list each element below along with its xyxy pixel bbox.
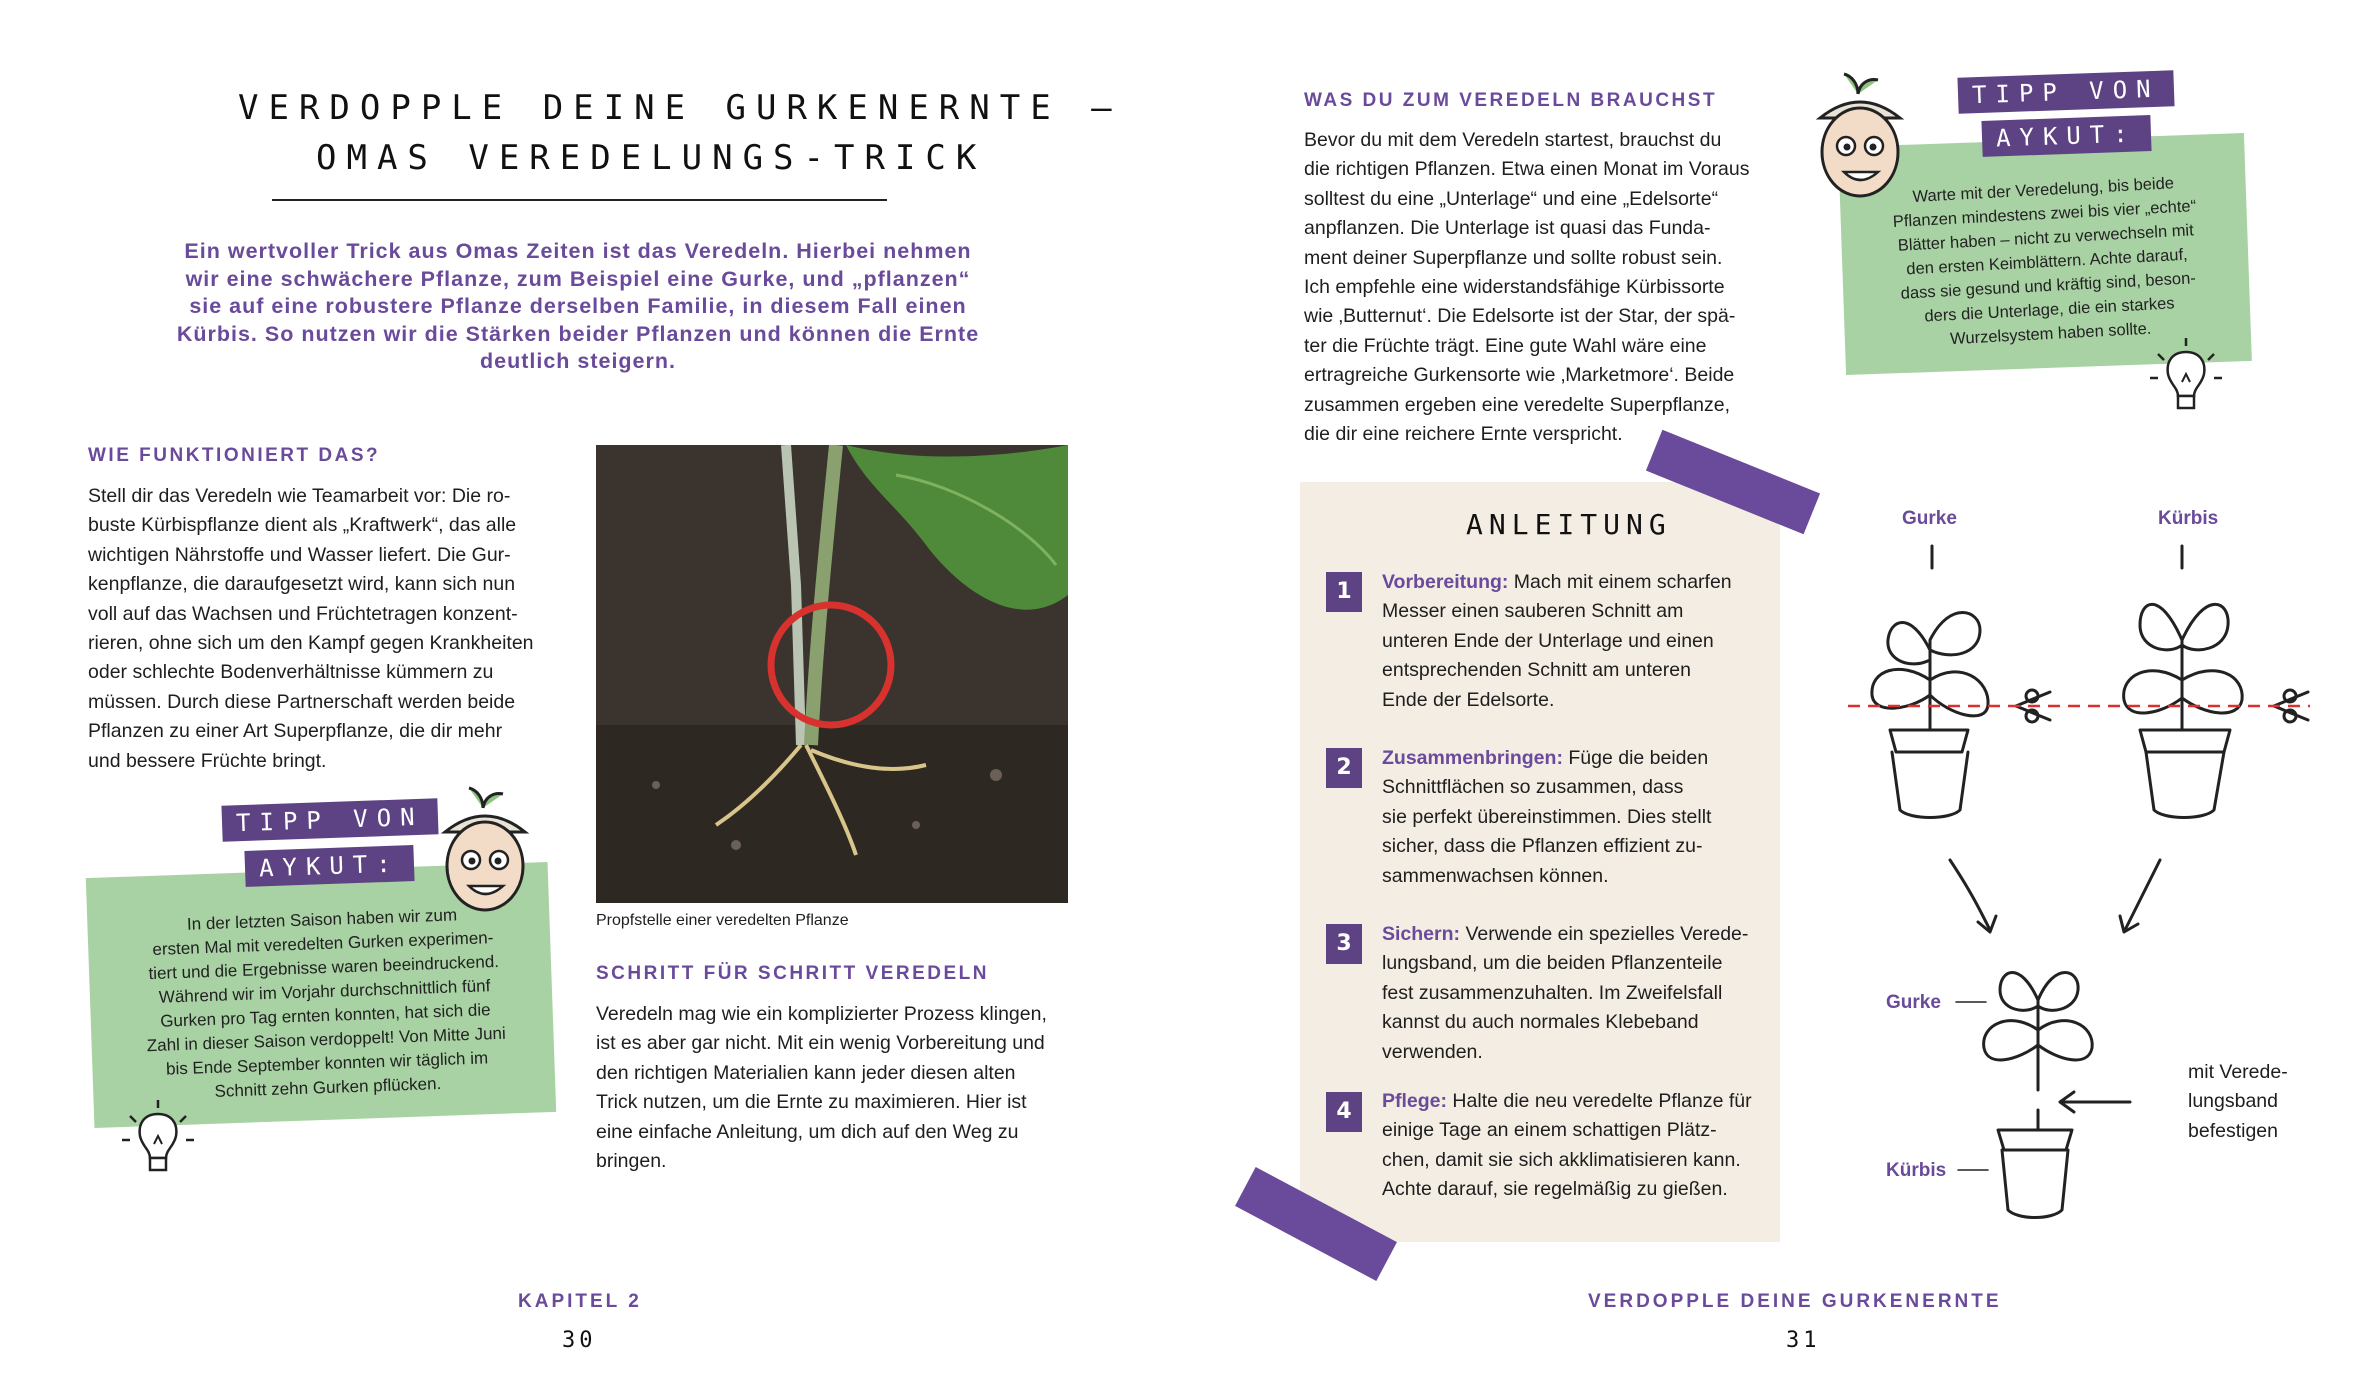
chapter-footer: KAPITEL 2 xyxy=(518,1291,642,1312)
tip-line: In der letzten Saison haben wir zum xyxy=(186,905,458,934)
text-line: ment deiner Superpflanze und sollte robust sein. xyxy=(1304,246,1723,269)
lightbulb-icon xyxy=(118,1096,198,1186)
tip-line: Blätter haben – nicht zu verwechseln mit xyxy=(1897,221,2195,255)
tip-label-left-line2: AYKUT: xyxy=(244,845,414,887)
page-title-line-2: OMAS VEREDELUNGS-TRICK xyxy=(316,138,987,178)
tip-line: Schnitt zehn Gurken pflücken. xyxy=(214,1073,442,1101)
tip-line: den ersten Keimblättern. Achte darauf, xyxy=(1905,245,2189,279)
text-line: kenpflanze, die daraufgesetzt wird, kann sich nun xyxy=(88,573,516,596)
text-line: chen, damit sie sich akklimatisieren kann. xyxy=(1382,1148,1741,1171)
text-line: verwenden. xyxy=(1382,1040,1483,1063)
text-line: den richtigen Materialien kann jeder diesen alten xyxy=(596,1061,1016,1084)
aykut-avatar-icon xyxy=(1800,66,1920,206)
tip-label-left-line1: TIPP VON xyxy=(221,798,438,842)
text-line: buste Kürbispflanze dient als „Kraftwerk“, das alle xyxy=(88,514,517,537)
text-line: Bevor du mit dem Veredeln startest, brauchst du xyxy=(1304,129,1722,151)
how-heading: WIE FUNKTIONIERT DAS? xyxy=(88,445,381,466)
text-line: solltest du eine „Unterlage“ und eine „Edelsorte“ xyxy=(1304,187,1719,210)
text-line: Achte darauf, sie regelmäßig zu gießen. xyxy=(1382,1178,1728,1201)
text-line: Ich empfehle eine widerstandsfähige Kürbissorte xyxy=(1304,276,1725,299)
text-line: befestigen xyxy=(2188,1119,2278,1142)
step-number-1: 1 xyxy=(1326,572,1362,612)
tip-text-left xyxy=(117,901,533,1107)
text-line: voll auf das Wachsen und Früchtetragen konzent- xyxy=(88,602,518,625)
text-line: sie perfekt übereinstimmen. Dies stellt xyxy=(1382,805,1712,828)
step-title: Vorbereitung: xyxy=(1382,571,1509,593)
label-gurke-top: Gurke xyxy=(1902,508,1957,529)
text-line: einige Tage an einem schattigen Plätz- xyxy=(1382,1119,1717,1142)
text-line: Messer einen sauberen Schnitt am xyxy=(1382,600,1684,623)
step-text-1 xyxy=(1382,568,1762,715)
text-line: und bessere Früchte bringt. xyxy=(88,749,327,772)
page-number-left: 30 xyxy=(562,1328,597,1353)
tip-label-right-line2: AYKUT: xyxy=(1981,115,2151,157)
text-line: lungsband, um die beiden Pflanzenteile xyxy=(1382,952,1723,975)
text-line: Veredeln mag wie ein komplizierter Prozess klingen, xyxy=(596,1003,1047,1025)
tip-line: Warte mit der Veredelung, bis beide xyxy=(1912,174,2175,206)
tip-line: dass sie gesund und kräftig sind, beson- xyxy=(1900,269,2197,303)
step-number-4: 4 xyxy=(1326,1092,1362,1132)
steps-text xyxy=(596,1000,1096,1176)
text-line: Mach mit einem scharfen xyxy=(1508,571,1732,593)
text-line: unteren Ende der Unterlage und einen xyxy=(1382,629,1714,652)
text-line: lungsband xyxy=(2188,1090,2278,1113)
label-kuerbis-bottom: Kürbis xyxy=(1886,1160,1947,1181)
tip-line: ersten Mal mit veredelten Gurken experimen- xyxy=(152,928,494,959)
text-line: wichtigen Nährstoffe und Wasser liefert. Die Gur- xyxy=(88,543,511,566)
text-line: Schnittflächen so zusammen, dass xyxy=(1382,776,1684,799)
step-text-3 xyxy=(1382,920,1762,1067)
grafted-plant-icon xyxy=(1984,973,2093,1218)
text-line: die richtigen Pflanzen. Etwa einen Monat im Voraus xyxy=(1304,158,1750,181)
title-underline xyxy=(272,199,887,201)
tip-line: tiert und die Ergebnisse waren beeindruckend. xyxy=(148,951,500,984)
tip-line: Während wir im Vorjahr durchschnittlich fünf xyxy=(158,976,491,1007)
text-line: Verwende ein spezielles Verede- xyxy=(1460,923,1749,945)
text-line: bringen. xyxy=(596,1150,667,1173)
text-line: eine einfache Anleitung, um dich auf den Weg zu xyxy=(596,1120,1019,1143)
text-line: Trick nutzen, um die Ernte zu maximieren. Hier ist xyxy=(596,1091,1027,1114)
label-gurke-bottom: Gurke xyxy=(1886,992,1941,1013)
text-line: mit Verede- xyxy=(2188,1061,2288,1083)
lightbulb-icon xyxy=(2146,334,2226,424)
step-number-2: 2 xyxy=(1326,748,1362,788)
tip-label-right-line1: TIPP VON xyxy=(1957,70,2174,114)
text-line: ist es aber gar nicht. Mit ein wenig Vorbereitung und xyxy=(596,1032,1045,1055)
step-number-3: 3 xyxy=(1326,924,1362,964)
step-title: Sichern: xyxy=(1382,923,1461,945)
text-line: Ende der Edelsorte. xyxy=(1382,688,1555,711)
text-line: Pflanzen zu einer Art Superpflanze, die dir mehr xyxy=(88,720,503,743)
step-title: Zusammenbringen: xyxy=(1382,747,1563,769)
page-number-right: 31 xyxy=(1786,1328,1821,1353)
aykut-avatar-icon xyxy=(425,780,545,920)
page-title-line-1: VERDOPPLE DEINE GURKENERNTE – xyxy=(238,88,1122,128)
text-line: fest zusammenzuhalten. Im Zweifelsfall xyxy=(1382,981,1723,1004)
tip-line: Pflanzen mindestens zwei bis vier „echte“ xyxy=(1892,197,2197,231)
chapter-footer-right: VERDOPPLE DEINE GURKENERNTE xyxy=(1588,1291,2002,1312)
tip-line: Zahl in dieser Saison verdoppelt! Von Mitte Juni xyxy=(146,1023,507,1056)
need-heading: WAS DU ZUM VEREDELN BRAUCHST xyxy=(1304,90,1718,111)
tip-line: bis Ende September konnten wir täglich im xyxy=(165,1048,489,1079)
label-kuerbis-top: Kürbis xyxy=(2158,508,2219,529)
text-line: sicher, dass die Pflanzen effizient zu- xyxy=(1382,835,1703,858)
text-line: zusammen ergeben eine veredelte Superpflanze, xyxy=(1304,393,1731,416)
grafting-photo xyxy=(596,445,1068,903)
text-line: kannst du auch normales Klebeband xyxy=(1382,1011,1699,1034)
intro-text: Ein wertvoller Trick aus Omas Zeiten ist das Veredeln. Hierbei nehmen wir eine schwächere Pflanze, zum Beispiel eine Gurke, und „pflanzen“ sie auf eine robustere Pflanze derselben Familie, in diesem Fall einen Kürbis. So nutzen wir die Stärken beider Pflanzen und können die Ernte deutlich steigern. xyxy=(176,239,980,373)
text-line: ertragreiche Gurkensorte wie ‚Marketmore‘. Beide xyxy=(1304,364,1735,387)
text-line: Stell dir das Veredeln wie Teamarbeit vor: Die ro- xyxy=(88,485,511,507)
steps-heading: SCHRITT FÜR SCHRITT VEREDELN xyxy=(596,963,989,984)
text-line: wie ‚Butternut‘. Die Edelsorte ist der Star, der spä- xyxy=(1304,305,1736,328)
pumpkin-plant-icon xyxy=(2124,604,2243,817)
text-line: entsprechenden Schnitt am unteren xyxy=(1382,659,1691,682)
text-line: Halte die neu veredelte Pflanze für xyxy=(1447,1090,1752,1112)
text-line: Füge die beiden xyxy=(1562,747,1709,769)
grafting-diagram xyxy=(1840,530,2320,1230)
step-text-4 xyxy=(1382,1087,1762,1205)
anleitung-title: ANLEITUNG xyxy=(1466,508,1672,541)
cucumber-plant-icon xyxy=(1872,613,1988,818)
tip-line: Gurken pro Tag ernten konnten, hat sich die xyxy=(159,1000,491,1031)
step-title: Pflege: xyxy=(1382,1090,1448,1112)
how-text xyxy=(88,482,588,776)
text-line: anpflanzen. Die Unterlage ist quasi das Funda- xyxy=(1304,217,1711,240)
step-text-2 xyxy=(1382,744,1762,891)
tip-line: Wurzelsystem haben sollte. xyxy=(1949,319,2152,349)
tip-line: ders die Unterlage, die ein starkes xyxy=(1924,294,2175,326)
text-line: die dir eine reichere Ernte verspricht. xyxy=(1304,423,1623,446)
photo-caption: Propfstelle einer veredelten Pflanze xyxy=(596,912,849,929)
text-line: rieren, ohne sich um den Kampf gegen Krankheiten xyxy=(88,632,534,655)
text-line: oder schlechte Bodenverhältnisse kümmern zu xyxy=(88,661,494,684)
need-text xyxy=(1304,126,1774,449)
text-line: sammenwachsen können. xyxy=(1382,864,1609,887)
text-line: ter die Früchte trägt. Eine gute Wahl wäre eine xyxy=(1304,334,1707,357)
text-line: müssen. Durch diese Partnerschaft werden beide xyxy=(88,690,516,713)
